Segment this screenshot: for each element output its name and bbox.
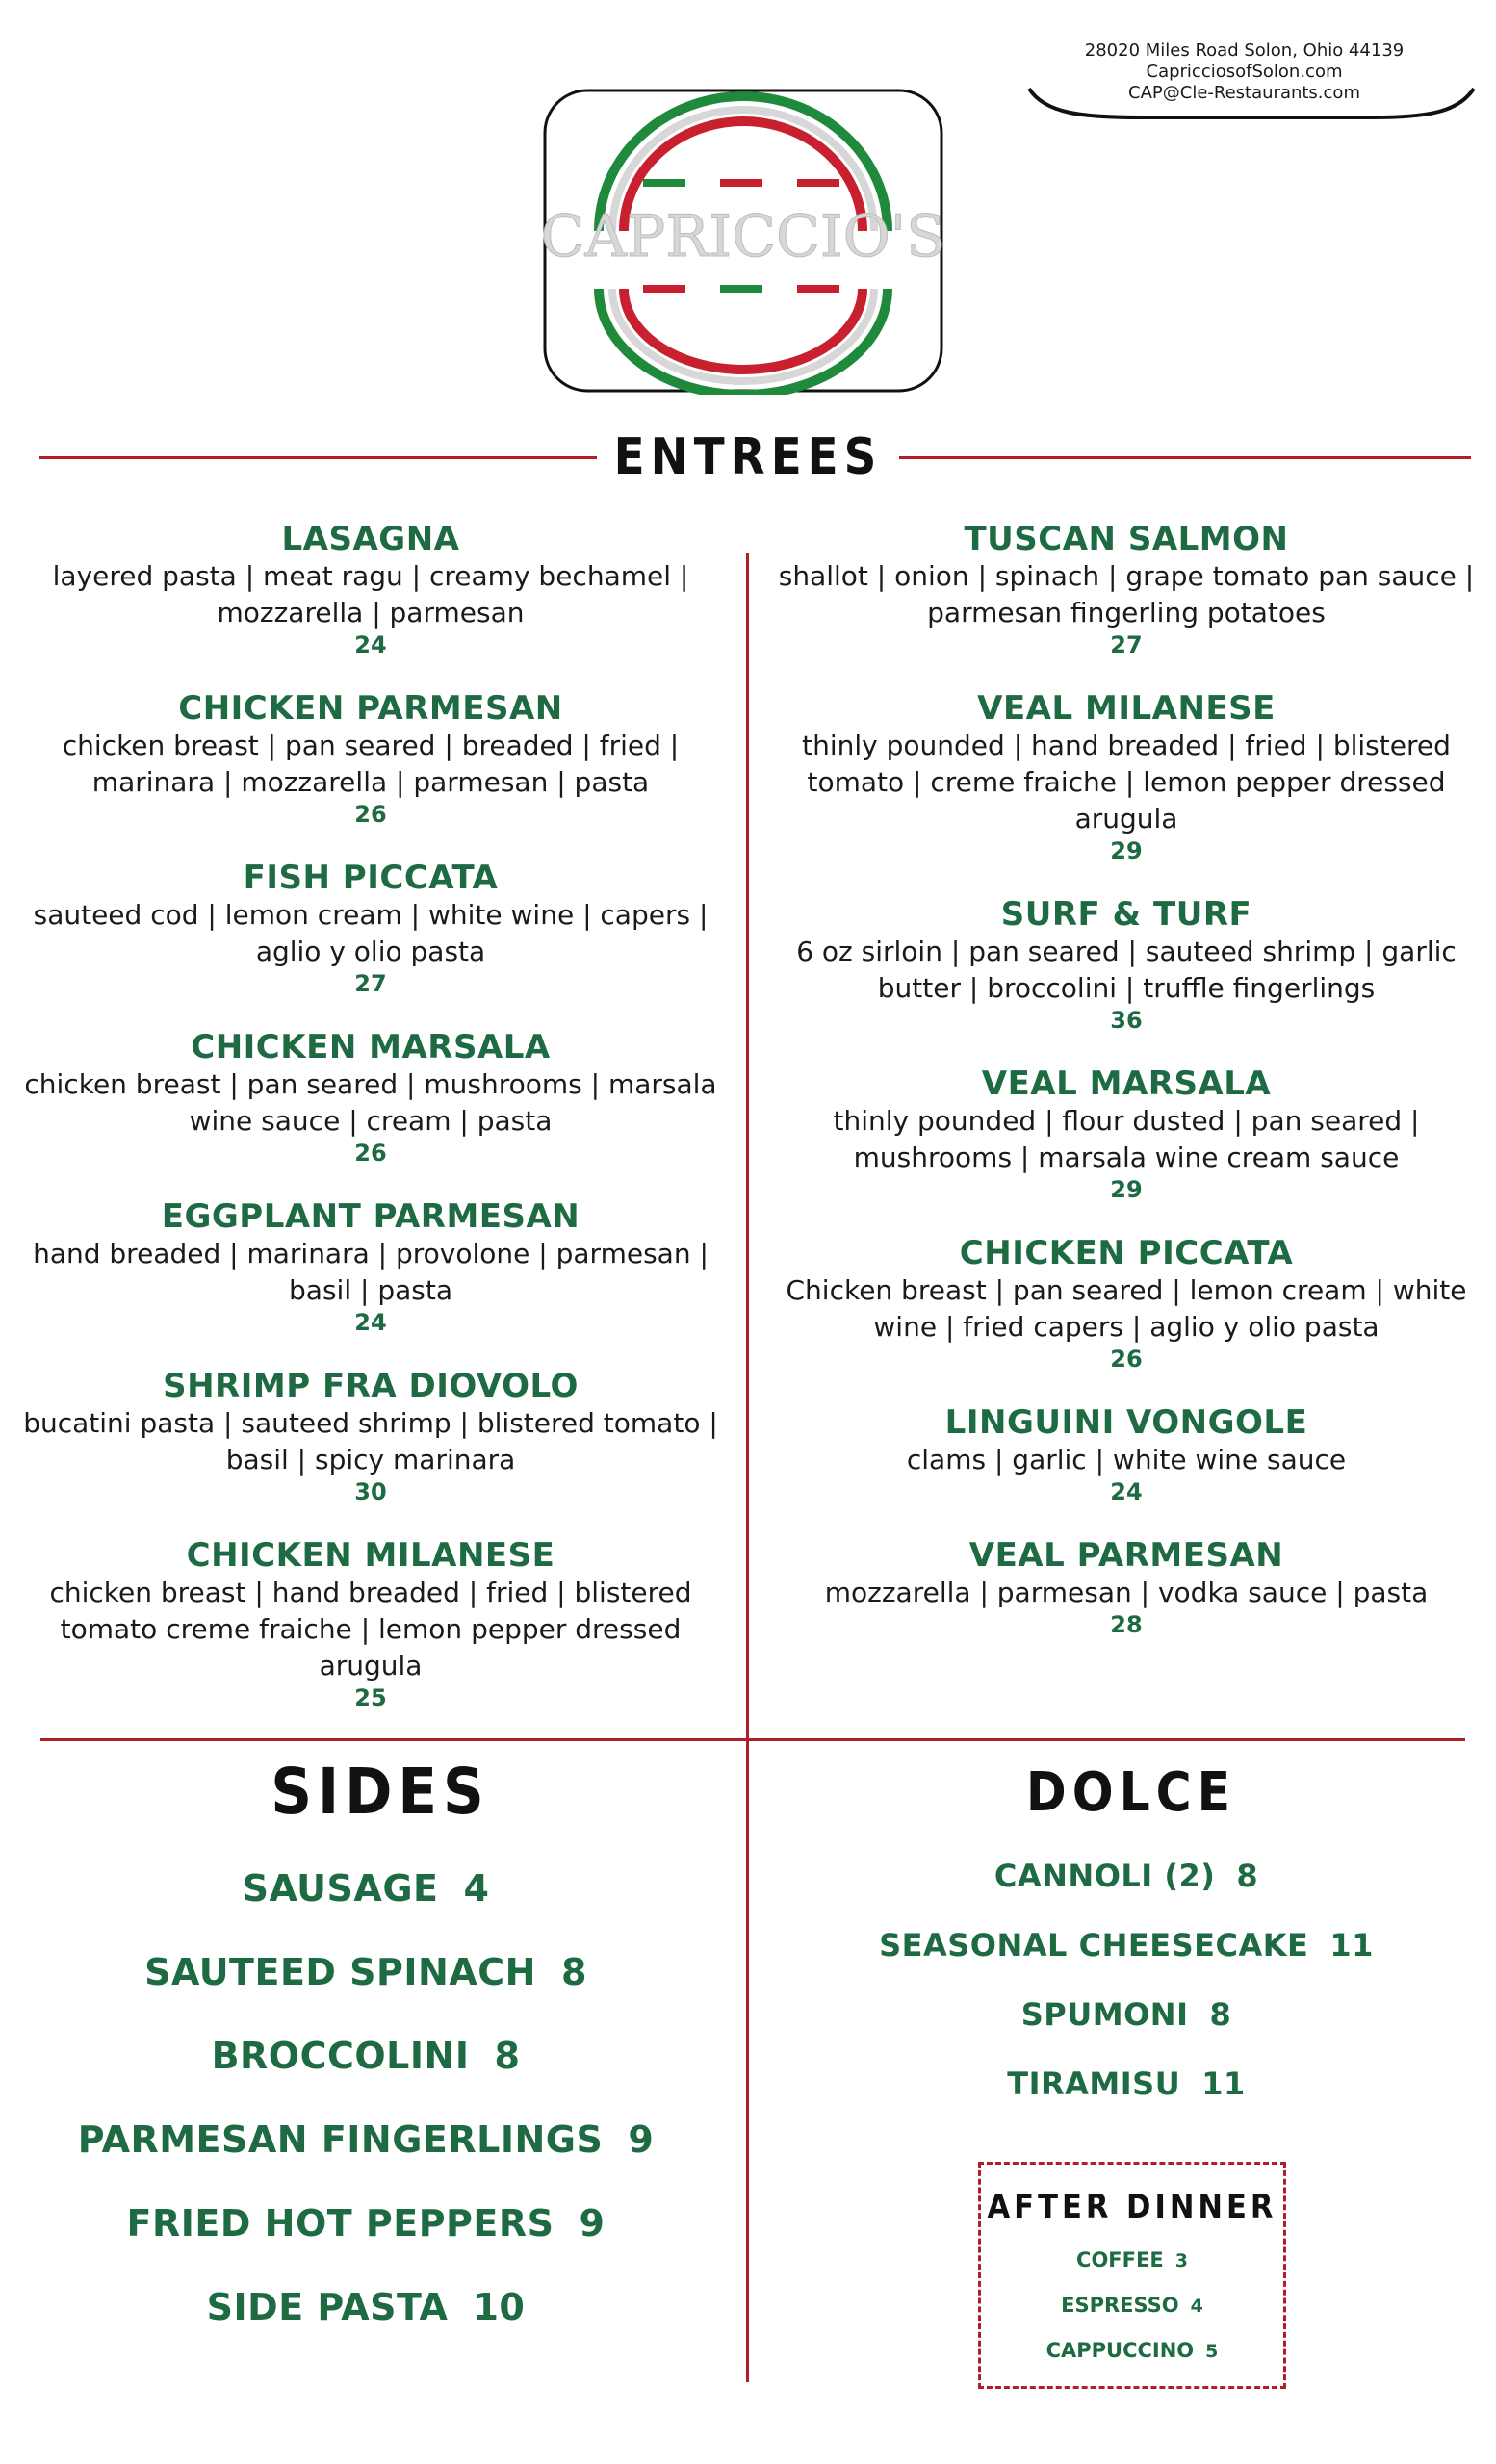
dolce-price: 8 (1209, 1996, 1232, 2033)
entree-price: 26 (354, 801, 387, 828)
side-price: 4 (463, 1867, 490, 1910)
side-name: BROCCOLINI (211, 2035, 470, 2077)
after-dinner-price: 4 (1190, 2296, 1203, 2317)
entree-price: 26 (354, 1140, 387, 1167)
dolce-item (828, 1996, 1425, 2033)
logo-wordmark: CAPRICCIO'S (541, 203, 945, 270)
entree-description: clams | garlic | white wine sauce (906, 1444, 1347, 1476)
entree-name: VEAL MILANESE (977, 689, 1276, 728)
entree-name: TUSCAN SALMON (964, 520, 1289, 558)
capriccios-logo (541, 87, 945, 398)
entree-price: 27 (1110, 631, 1143, 658)
dolce-price: 11 (1201, 2066, 1246, 2102)
entree-price: 29 (1110, 1176, 1143, 1203)
entree-item (770, 1065, 1483, 1203)
side-price: 8 (560, 1951, 587, 1993)
entree-item (19, 1197, 722, 1336)
entree-description: bucatini pasta | sauteed shrimp | blistered tomato | basil | spicy marinara (23, 1407, 718, 1476)
entree-name: CHICKEN MILANESE (186, 1536, 555, 1575)
entree-name: SHRIMP FRA DIOVOLO (163, 1367, 579, 1405)
dolce-list (828, 1858, 1425, 2135)
address-line: 28020 Miles Road Solon, Ohio 44139 (1084, 40, 1405, 61)
entree-description: chicken breast | pan seared | mushrooms | marsala wine sauce | cream | pasta (24, 1068, 717, 1137)
after-dinner-name: CAPPUCCINO (1045, 2339, 1195, 2362)
entree-item (770, 520, 1483, 658)
dolce-name: CANNOLI (2) (993, 1858, 1216, 1894)
after-dinner-item (981, 2338, 1283, 2364)
side-name: SAUSAGE (242, 1867, 439, 1910)
entree-description: chicken breast | pan seared | breaded | fried | marinara | mozzarella | parmesan | pasta (62, 730, 680, 798)
side-name: FRIED HOT PEPPERS (126, 2202, 555, 2245)
dolce-item (828, 1927, 1425, 1964)
dolce-item (828, 1858, 1425, 1894)
entree-price: 28 (1110, 1611, 1143, 1638)
entree-description: hand breaded | marinara | provolone | parmesan | basil | pasta (33, 1238, 709, 1306)
after-dinner-list (981, 2247, 1283, 2364)
entree-name: CHICKEN MARSALA (191, 1028, 551, 1066)
side-item (58, 2118, 674, 2161)
entree-item (770, 1403, 1483, 1505)
side-item (58, 1951, 674, 1993)
entree-name: LASAGNA (281, 520, 460, 558)
side-name: SIDE PASTA (206, 2286, 449, 2328)
sides-heading: SIDES (271, 1755, 490, 1829)
entree-description: mozzarella | parmesan | vodka sauce | pasta (824, 1577, 1429, 1608)
center-vertical-divider (746, 553, 749, 2382)
entrees-heading: ENTREES (597, 425, 899, 489)
entree-price: 36 (1110, 1007, 1143, 1034)
dolce-price: 8 (1236, 1858, 1259, 1894)
side-name: PARMESAN FINGERLINGS (77, 2118, 604, 2161)
entree-price: 24 (1110, 1478, 1143, 1505)
entree-item (19, 520, 722, 658)
sides-list (58, 1867, 674, 2370)
entree-name: FISH PICCATA (243, 859, 499, 897)
entree-item (19, 1028, 722, 1167)
website-link[interactable]: CapricciosofSolon.com (1146, 62, 1343, 82)
entrees-left-column (19, 520, 722, 1742)
entree-price: 24 (354, 1309, 387, 1336)
entree-name: LINGUINI VONGOLE (944, 1403, 1308, 1442)
after-dinner-name: ESPRESSO (1061, 2294, 1179, 2317)
top-divider-right (860, 456, 1471, 459)
side-price: 10 (473, 2286, 526, 2328)
side-price: 9 (579, 2202, 606, 2245)
entree-price: 26 (1110, 1346, 1143, 1373)
entree-item (19, 859, 722, 997)
entree-name: EGGPLANT PARMESAN (161, 1197, 580, 1236)
entree-name: VEAL PARMESAN (968, 1536, 1284, 1575)
after-dinner-price: 3 (1174, 2250, 1188, 2272)
after-dinner-name: COFFEE (1076, 2248, 1164, 2272)
address-underline-swoosh (1025, 85, 1478, 123)
entree-price: 24 (354, 631, 387, 658)
side-item (58, 2035, 674, 2077)
side-item (58, 2286, 674, 2328)
side-price: 8 (494, 2035, 521, 2077)
entree-description: thinly pounded | hand breaded | fried | blistered tomato | creme fraiche | lemon pepper dressed arugula (802, 730, 1451, 834)
entree-name: SURF & TURF (1000, 895, 1252, 934)
entree-name: CHICKEN PICCATA (959, 1234, 1294, 1272)
side-item (58, 2202, 674, 2245)
entree-item (770, 895, 1483, 1034)
entree-description: sauteed cod | lemon cream | white wine | capers | aglio y olio pasta (33, 899, 709, 967)
top-divider-left (39, 456, 635, 459)
entree-description: Chicken breast | pan seared | lemon cream | white wine | fried capers | aglio y olio pasta (786, 1274, 1467, 1343)
entree-name: VEAL MARSALA (981, 1065, 1272, 1103)
entree-item (770, 689, 1483, 864)
entree-description: shallot | onion | spinach | grape tomato pan sauce | parmesan fingerling potatoes (778, 560, 1475, 629)
after-dinner-price: 5 (1205, 2341, 1219, 2362)
entree-price: 30 (354, 1478, 387, 1505)
side-price: 9 (628, 2118, 655, 2161)
entree-item (19, 1536, 722, 1711)
after-dinner-box (978, 2162, 1286, 2389)
entree-item (770, 1234, 1483, 1373)
entree-description: layered pasta | meat ragu | creamy bechamel | mozzarella | parmesan (52, 560, 689, 629)
entree-price: 27 (354, 970, 387, 997)
dolce-name: TIRAMISU (1007, 2066, 1181, 2102)
after-dinner-item (981, 2247, 1283, 2273)
dolce-name: SPUMONI (1020, 1996, 1189, 2033)
entree-price: 29 (1110, 837, 1143, 864)
entree-description: chicken breast | hand breaded | fried | blistered tomato creme fraiche | lemon pepper dressed arugula (49, 1577, 692, 1681)
email-link[interactable]: CAP@Cle-Restaurants.com (1128, 83, 1360, 103)
dolce-price: 11 (1329, 1927, 1374, 1964)
after-dinner-title: AFTER DINNER (987, 2188, 1277, 2226)
dolce-item (828, 2066, 1425, 2102)
dolce-name: SEASONAL CHEESECAKE (879, 1927, 1309, 1964)
entree-price: 25 (354, 1684, 387, 1711)
entree-item (19, 1367, 722, 1505)
after-dinner-item (981, 2293, 1283, 2319)
entree-item (770, 1536, 1483, 1638)
entree-description: 6 oz sirloin | pan seared | sauteed shrimp | garlic butter | broccolini | truffle fingerlings (796, 936, 1457, 1004)
entree-name: CHICKEN PARMESAN (178, 689, 563, 728)
dolce-heading: DOLCE (1025, 1761, 1237, 1824)
side-item (58, 1867, 674, 1910)
entree-item (19, 689, 722, 828)
entree-description: thinly pounded | flour dusted | pan seared | mushrooms | marsala wine cream sauce (833, 1105, 1420, 1173)
entrees-right-column (770, 520, 1483, 1669)
side-name: SAUTEED SPINACH (144, 1951, 536, 1993)
